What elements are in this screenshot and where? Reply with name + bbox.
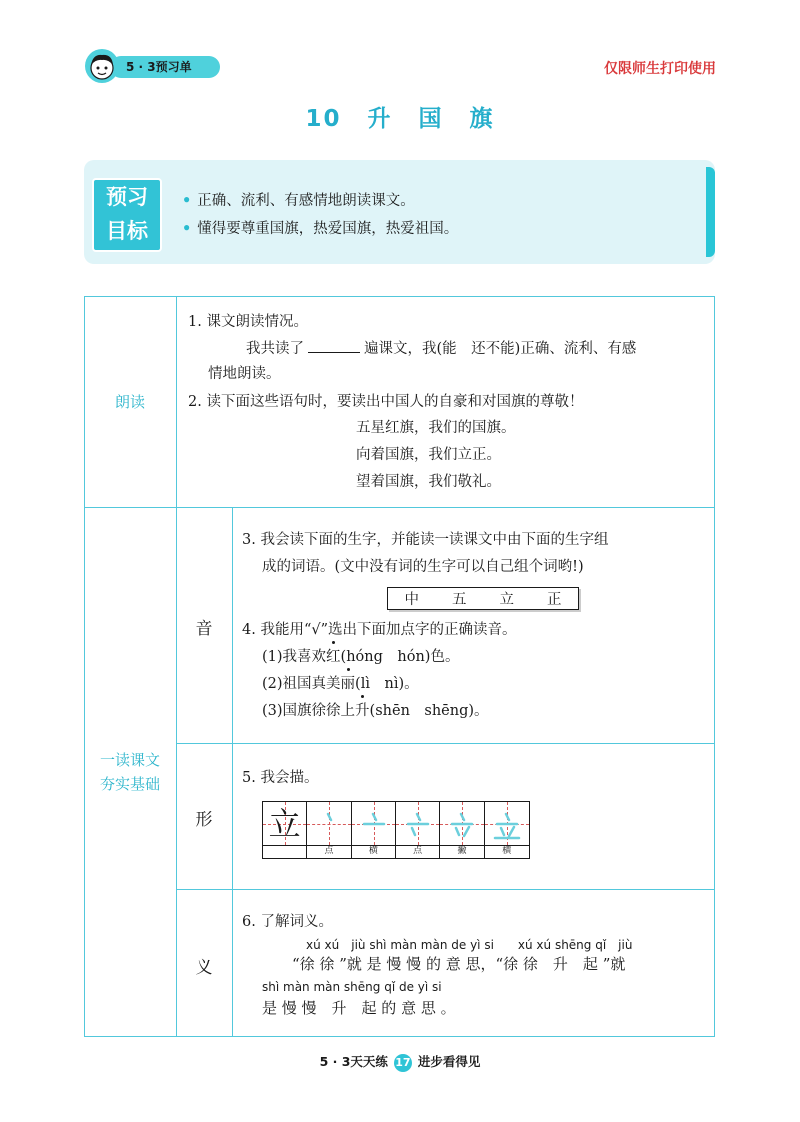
goal-tag-line2: 目标: [106, 219, 148, 243]
meaning-line: 是 慢 慢 升 起 的 意 思 。: [262, 999, 456, 1017]
pinyin-line: xú xú jiù shì màn màn de yì si xú xú shēng qǐ jiù: [306, 938, 633, 952]
tracing-grid: [262, 801, 530, 859]
new-characters-box: [387, 587, 579, 610]
footer-brand: 5 · 3天天练: [319, 1054, 388, 1069]
question-5-title: 5. 我会描。: [242, 770, 319, 786]
mascot-icon: [84, 48, 120, 84]
goal-list: [182, 187, 458, 243]
pinyin-line: shì màn màn shēng qǐ de yì si: [262, 980, 442, 994]
question-4-title: 4. 我能用“√”选出下面加点字的正确读音。: [242, 622, 517, 638]
dotted-character: 升: [355, 703, 370, 719]
table-divider: [176, 743, 715, 744]
goal-box-strip: [706, 167, 715, 257]
question-4-item: (2)祖国真美丽(lì nì)。: [262, 676, 419, 692]
stroke-caption: 横: [368, 846, 378, 856]
tracing-cell[interactable]: [307, 802, 351, 858]
sub-label-xing: 形: [195, 810, 213, 830]
question-1-line: 情地朗读。: [208, 366, 281, 382]
pinyin-choice[interactable]: (hóng hón)色。: [340, 649, 460, 665]
question-3-line: 成的词语。(文中没有词的生字可以自己组个词哟!): [262, 559, 584, 575]
stroke-caption: 点: [324, 846, 334, 856]
question-1-line: 我共读了 遍课文，我(能 还不能)正确、流利、有感: [246, 338, 636, 359]
reading-count-blank[interactable]: [308, 338, 360, 353]
stroke-guide-icon: [307, 802, 351, 846]
tracing-cell[interactable]: [352, 802, 396, 858]
question-3-line: 3. 我会读下面的生字，并能读一读课文中由下面的生字组: [242, 532, 609, 548]
tracing-cell[interactable]: [485, 802, 529, 858]
section-label-basic: 一读课文 夯实基础: [99, 751, 160, 793]
sub-label-yin: 音: [195, 619, 213, 639]
pinyin-choice[interactable]: (lì nì)。: [355, 676, 419, 692]
stroke-caption: 撇: [457, 846, 467, 856]
page-number: 17: [394, 1054, 412, 1072]
tracing-cell[interactable]: [263, 802, 307, 858]
tracing-cell[interactable]: [440, 802, 484, 858]
stroke-guide-icon: [396, 802, 440, 846]
stroke-guide-icon: [485, 802, 529, 846]
sub-label-yi: 义: [195, 958, 213, 978]
new-character: 中: [404, 592, 419, 608]
question-2-title: 2. 读下面这些语句时，要读出中国人的自豪和对国旗的尊敬！: [188, 394, 584, 410]
footer: [0, 1052, 800, 1072]
section-label-read: 朗读: [114, 393, 145, 411]
header-badge: [84, 48, 220, 84]
new-character: 立: [499, 592, 514, 608]
table-divider: [176, 296, 177, 1037]
goal-item: • 懂得要尊重国旗，热爱国旗，热爱祖国。: [182, 220, 459, 237]
table-divider: [176, 889, 715, 890]
new-character: 五: [452, 592, 467, 608]
question-6-title: 6. 了解词义。: [242, 914, 333, 930]
dotted-character: 丽: [340, 676, 356, 692]
recite-line: 向着国旗，我们立正。: [356, 447, 501, 463]
table-divider: [84, 507, 715, 508]
dotted-character: 红: [326, 649, 341, 665]
stroke-guide-icon: [440, 802, 484, 846]
question-1-title: 1. 课文朗读情况。: [188, 314, 308, 330]
print-notice: 仅限师生打印使用: [604, 61, 716, 77]
question-4-item: (1)我喜欢红(hóng hón)色。: [262, 649, 460, 665]
stroke-caption: 点: [413, 846, 423, 856]
goal-tag-line1: 预习: [106, 185, 148, 209]
page-title: 10 升 国 旗: [305, 106, 495, 132]
pinyin-choice[interactable]: (shēn shēng)。: [369, 703, 489, 719]
goal-item: • 正确、流利、有感情地朗读课文。: [182, 192, 415, 209]
tracing-cell[interactable]: [396, 802, 440, 858]
stroke-caption: 横: [502, 846, 512, 856]
recite-line: 五星红旗，我们的国旗。: [356, 420, 516, 436]
recite-line: 望着国旗，我们敬礼。: [356, 474, 501, 490]
question-4-item: (3)国旗徐徐上升(shēn shēng)。: [262, 703, 489, 719]
table-divider: [232, 507, 233, 1037]
header-badge-label: 5 · 3预习单: [110, 56, 220, 78]
footer-slogan: 进步看得见: [417, 1054, 481, 1069]
new-character: 正: [547, 592, 562, 608]
model-character: 立: [268, 805, 301, 843]
bullet-icon: •: [182, 220, 192, 237]
bullet-icon: •: [182, 192, 192, 209]
goal-tag: [92, 178, 162, 252]
stroke-guide-icon: [352, 802, 396, 846]
meaning-line: “徐 徐 ”就 是 慢 慢 的 意 思，“徐 徐 升 起 ”就: [292, 955, 626, 973]
